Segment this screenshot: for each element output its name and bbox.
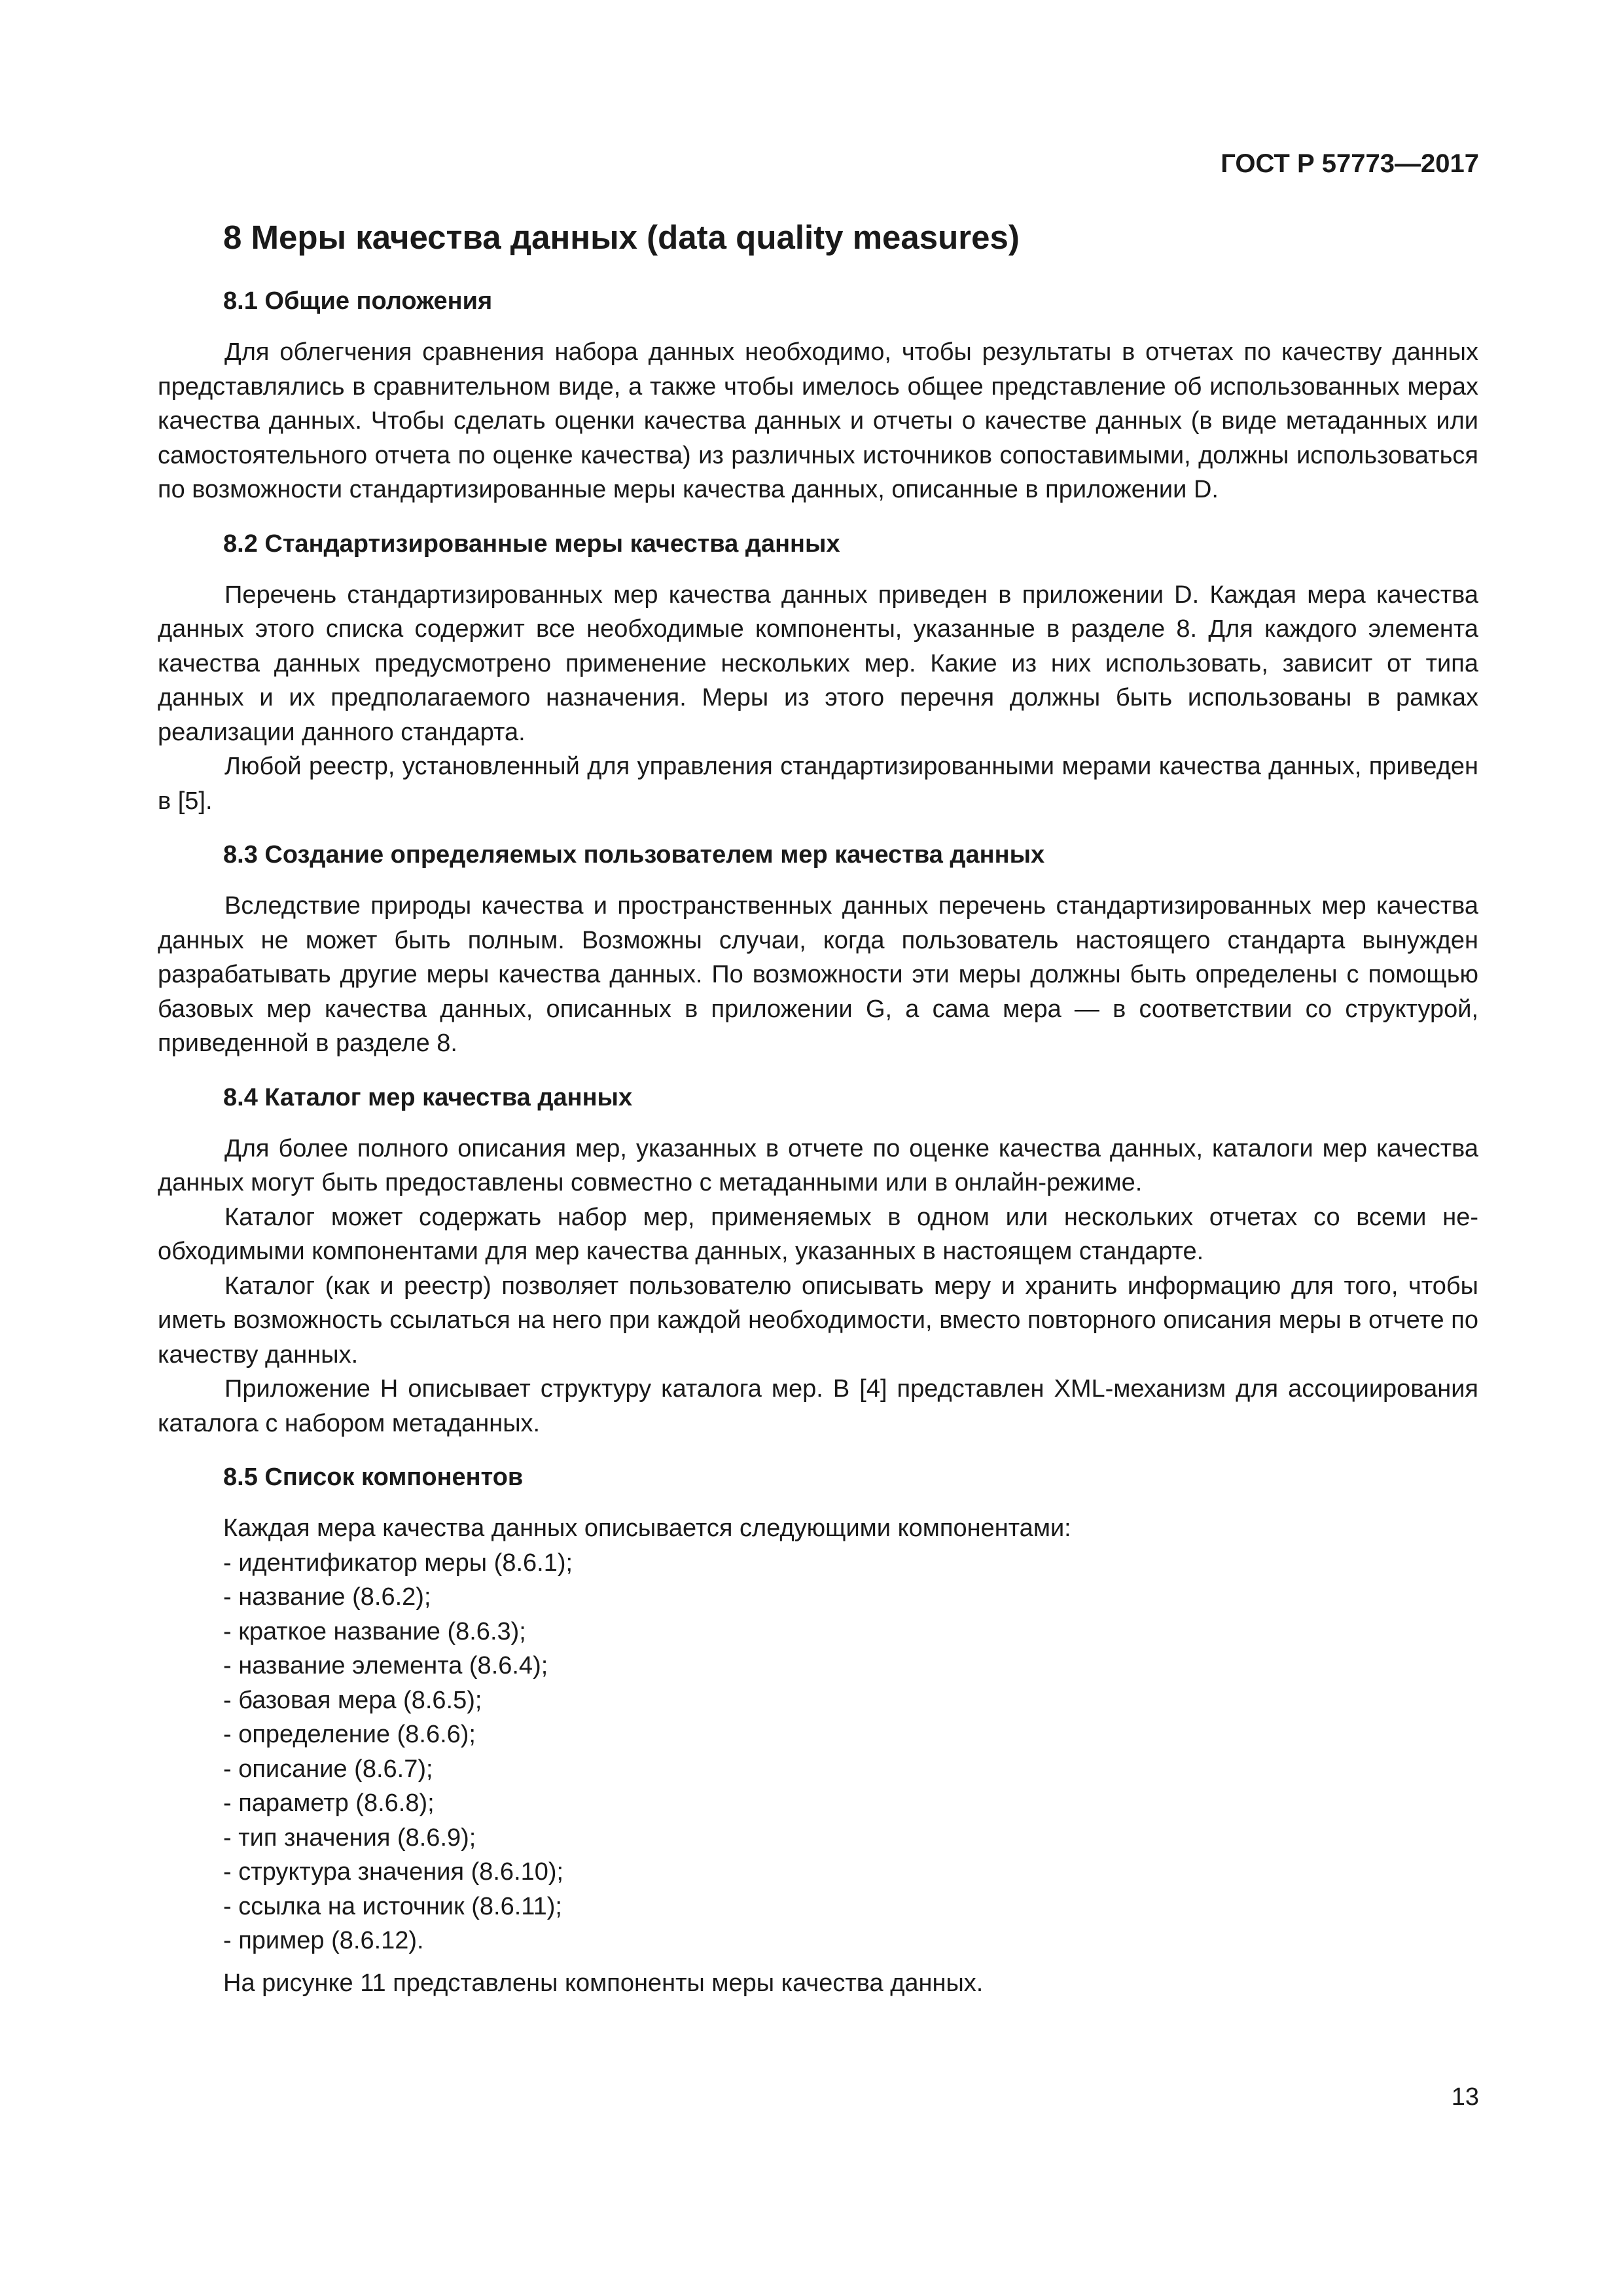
list-item: - название (8.6.2); (223, 1583, 431, 1611)
document-code: ГОСТ Р 57773—2017 (1221, 149, 1479, 178)
paragraph: Вследствие природы качества и пространственных данных перечень стандартизированных мер качества данных не может быть полным. Возможны случаи, когда пользователь настоящего стандарта вынужден разрабатывать другие меры качества данных. По возможности эти меры должны быть определены с помощью базовых мер качества данных, описанных в приложении G, а сама мера — в соответствии со структурой, приведенной в разделе 8. (158, 892, 1478, 1057)
page-number: 13 (1451, 2083, 1479, 2111)
subsection-8-4-body (158, 1132, 1478, 1441)
list-item: - параметр (8.6.8); (223, 1789, 435, 1817)
subsection-8-2-body (158, 578, 1478, 819)
paragraph: Приложение H описывает структуру каталога мер. В [4] представлен XML-механизм для ассоциирования каталога с набором метаданных. (158, 1375, 1478, 1437)
paragraph: Для более полного описания мер, указанных в отчете по оценке качества данных, каталоги мер качества данных могут быть предоставлены совместно с метаданными или в онлайн-режиме. (158, 1134, 1478, 1196)
subsection-8-5-body (158, 1511, 1478, 2000)
paragraph: Любой реестр, установленный для управления стандартизированными мерами качества данных, приведен в [5]. (158, 753, 1478, 815)
subsection-heading-8-3: 8.3 Создание определяемых пользователем мер качества данных (223, 841, 1045, 869)
section-title: 8 Меры качества данных (data quality measures) (223, 219, 1020, 256)
list-item: - структура значения (8.6.10); (223, 1858, 564, 1886)
list-item: - базовая мера (8.6.5); (223, 1686, 482, 1714)
paragraph: Каталог может содержать набор мер, применяемых в одном или нескольких отчетах со всеми необходимыми компонентами для мер качества данных, указанных в настоящем стандарте. (158, 1203, 1478, 1265)
list-intro: Каждая мера качества данных описывается следующими компонентами: (223, 1515, 1071, 1542)
list-item: - ссылка на источник (8.6.11); (223, 1892, 562, 1920)
subsection-heading-8-1: 8.1 Общие положения (223, 287, 493, 315)
subsection-heading-8-2: 8.2 Стандартизированные меры качества данных (223, 529, 840, 558)
paragraph: Каталог (как и реестр) позволяет пользователю описывать меру и хранить информацию для того, чтобы иметь возможность ссылаться на него при каждой необходимости, вместо повторного описания меры в отчете по качеству данных. (158, 1272, 1478, 1369)
list-item: - описание (8.6.7); (223, 1755, 433, 1783)
list-item: - название элемента (8.6.4); (223, 1652, 548, 1679)
list-item: - пример (8.6.12). (223, 1927, 424, 1954)
list-item: - определение (8.6.6); (223, 1721, 476, 1748)
list-item: - краткое название (8.6.3); (223, 1617, 526, 1645)
subsection-8-1-body (158, 335, 1478, 507)
list-item: - идентификатор меры (8.6.1); (223, 1549, 573, 1577)
paragraph: Для облегчения сравнения набора данных необходимо, чтобы результаты в отчетах по качеству данных представлялись в сравнительном виде, а также чтобы имелось общее представление об использованных мерах качества данных. Чтобы сделать оценки качества данных и отчеты о качестве данных (в виде метаданных или самостоятельного отчета по оценке качества) из различных источников сопоставимыми, должны использоваться по возможности стандартизированные меры качества данных, описанные в приложении D. (158, 338, 1478, 503)
paragraph: Перечень стандартизированных мер качества данных приведен в приложении D. Каждая мера качества данных этого списка содержит все необходимые компоненты, указанные в разделе 8. Для каждого элемента качества данных предусмотрено применение нескольких мер. Какие из них использовать, зависит от типа данных и их предполагаемого назначения. Меры из этого перечня должны быть использованы в рамках реализации данного стандарта. (158, 581, 1478, 746)
figure-reference: На рисунке 11 представлены компоненты меры качества данных. (223, 1969, 984, 1997)
subsection-heading-8-4: 8.4 Каталог мер качества данных (223, 1083, 633, 1111)
subsection-heading-8-5: 8.5 Список компонентов (223, 1463, 524, 1491)
list-item: - тип значения (8.6.9); (223, 1823, 476, 1852)
page-content (158, 216, 1478, 2000)
components-list (158, 1546, 1478, 1958)
subsection-8-3-body (158, 889, 1478, 1061)
